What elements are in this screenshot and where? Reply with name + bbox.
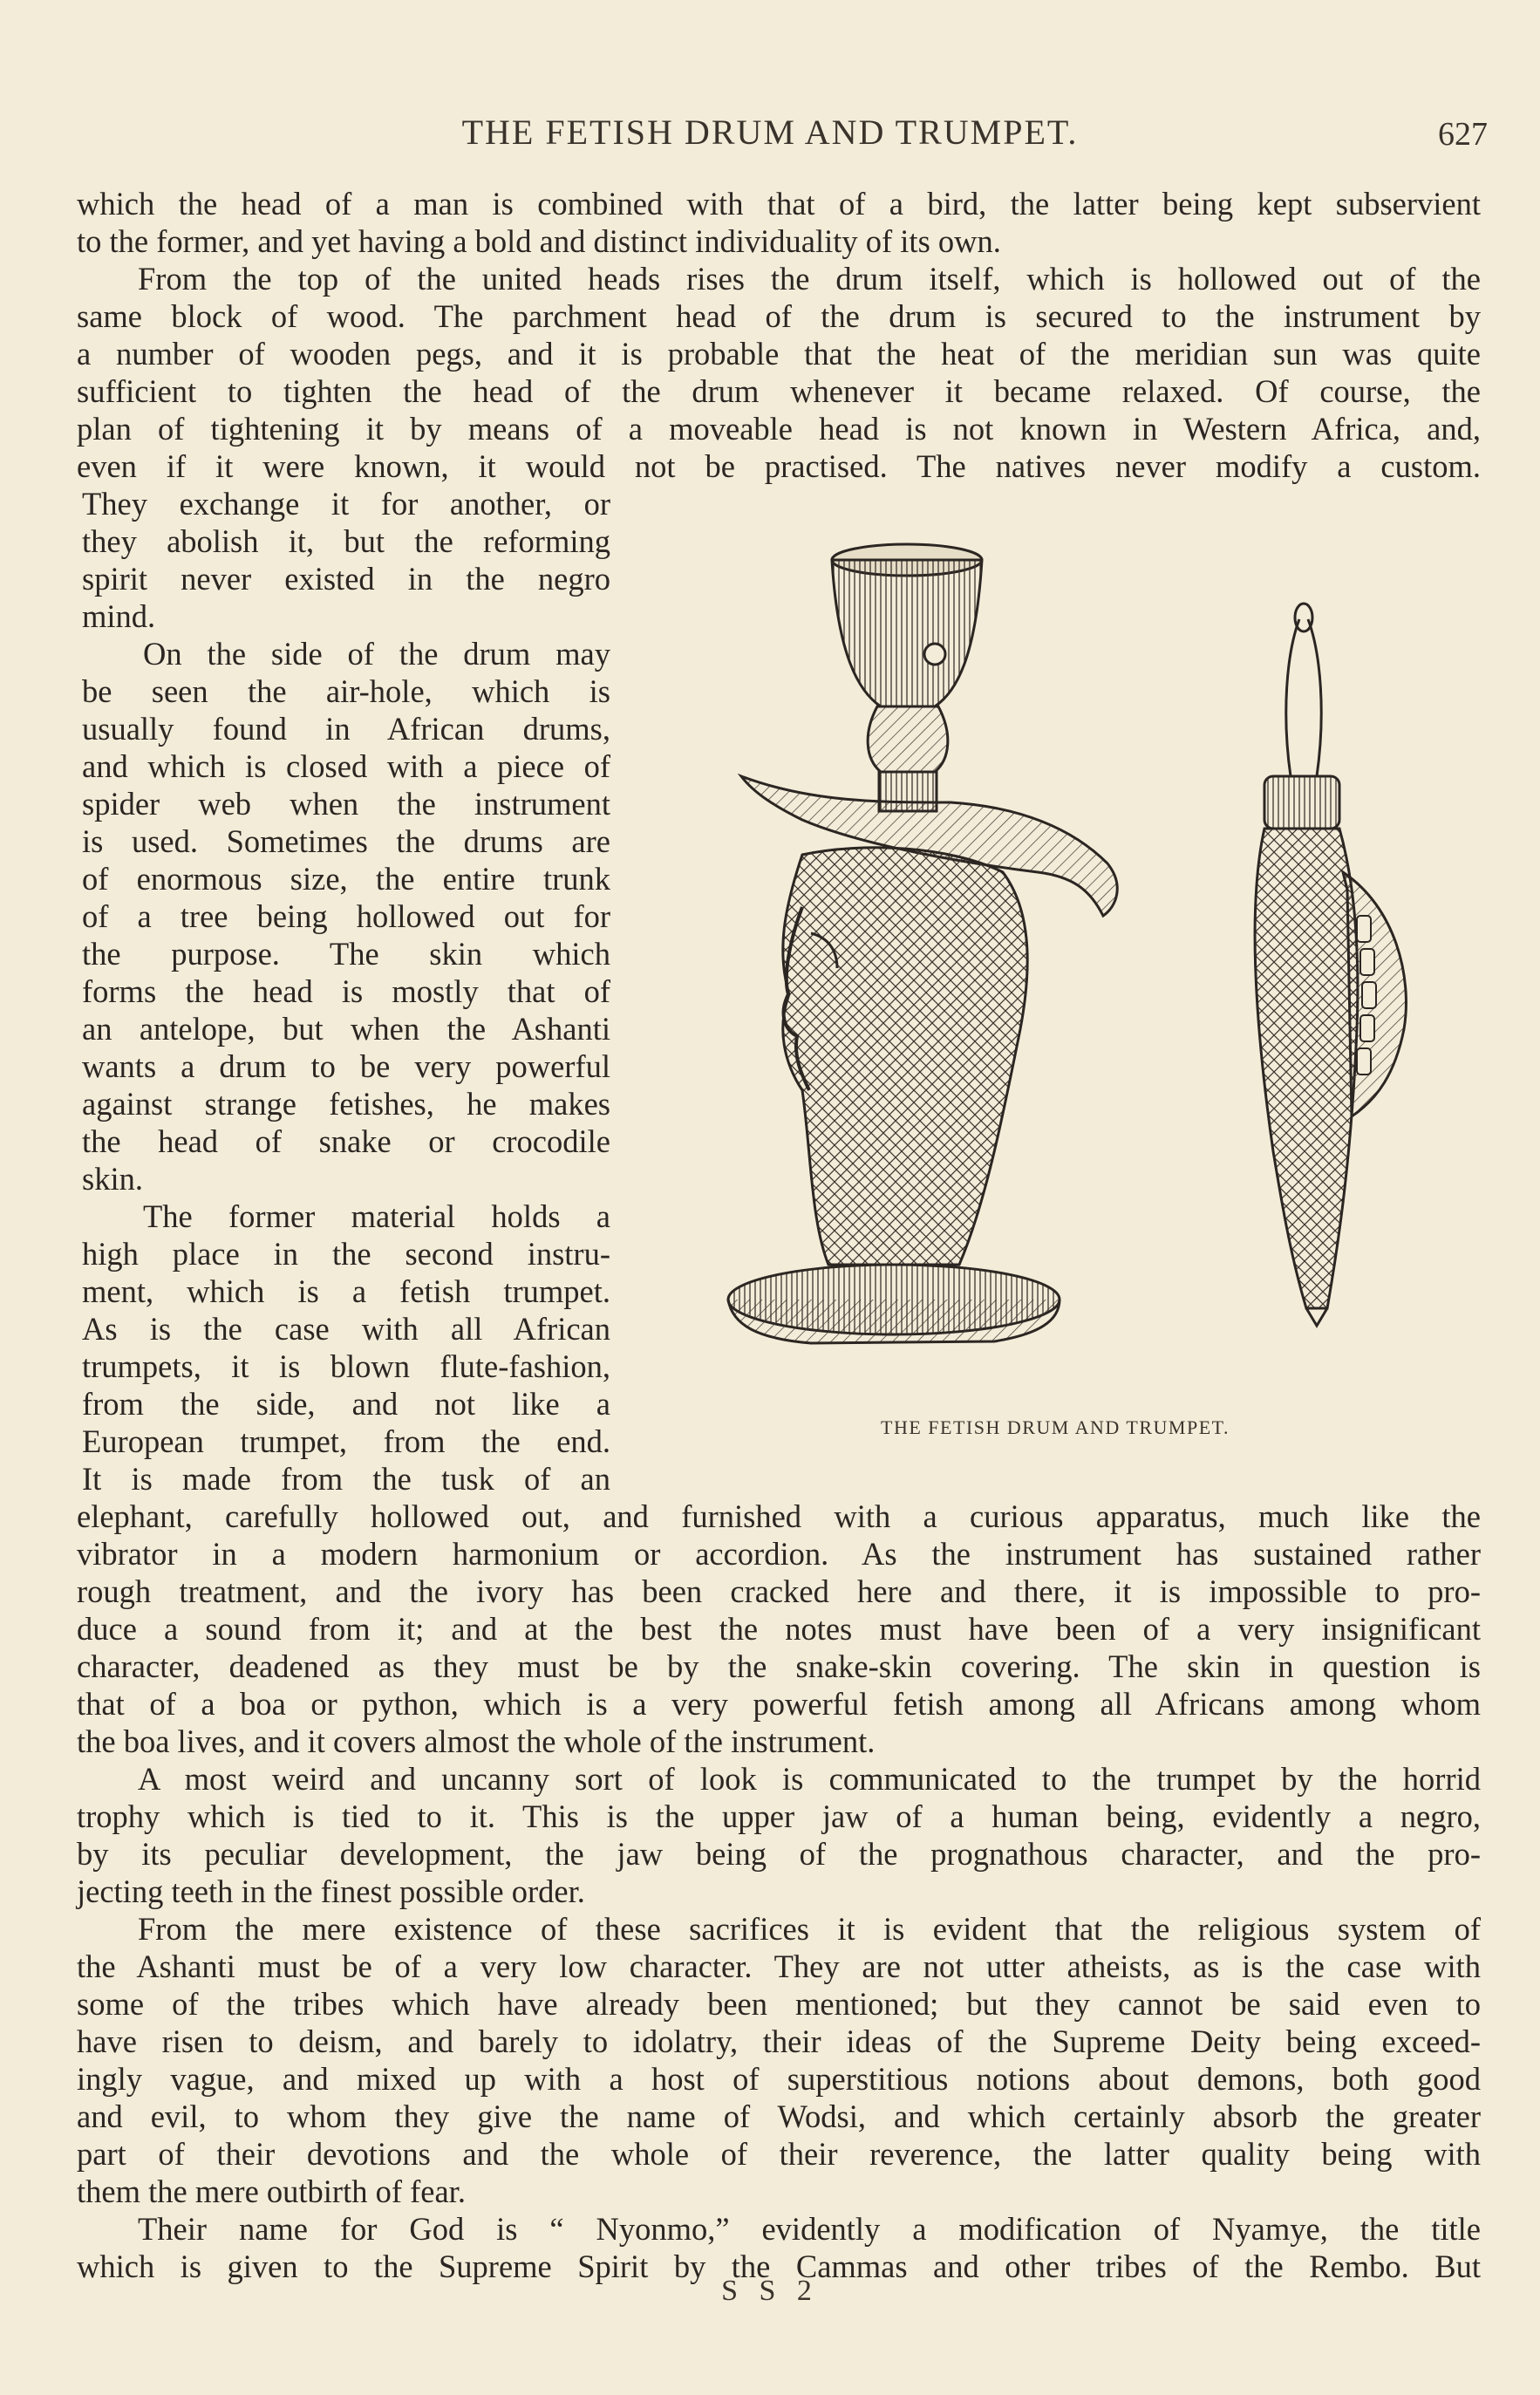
text-line: which is given to the Supreme Spirit by the Cammas and other tribes of the Rembo. But (77, 2248, 1481, 2284)
text-line: same block of wood. The parchment head of the drum is secured to the instrument by (77, 298, 1481, 334)
text-line: of a tree being hollowed out for (82, 898, 610, 934)
text-line: have risen to deism, and barely to idolatry, their ideas of the Supreme Deity being exceed- (77, 2023, 1481, 2059)
text-line: against strange fetishes, he makes (82, 1086, 610, 1122)
text-line: They exchange it for another, or (82, 486, 610, 522)
text-line: trumpets, it is blown flute-fashion, (82, 1348, 610, 1384)
text-line: by its peculiar development, the jaw being of the prognathous character, and the pro- (77, 1836, 1481, 1872)
text-line: It is made from the tusk of an (82, 1461, 610, 1497)
text-line: rough treatment, and the ivory has been cracked here and there, it is impossible to pro- (77, 1573, 1481, 1609)
figure-drum-and-trumpet (706, 541, 1491, 1395)
text-line: an antelope, but when the Ashanti (82, 1011, 610, 1047)
text-line: they abolish it, but the reforming (82, 523, 610, 559)
text-line: A most weird and uncanny sort of look is communicated to the trumpet by the horrid (138, 1761, 1481, 1797)
text-line: jecting teeth in the finest possible order. (77, 1873, 585, 1909)
text-line: and evil, to whom they give the name of Wodsi, and which certainly absorb the greater (77, 2098, 1481, 2134)
text-line: a number of wooden pegs, and it is probable that the heat of the meridian sun was quite (77, 336, 1481, 372)
text-line: On the side of the drum may (143, 636, 610, 672)
text-line: elephant, carefully hollowed out, and furnished with a curious apparatus, much like the (77, 1498, 1481, 1534)
signature-mark: S S 2 (721, 2275, 819, 2307)
page-number: 627 (1438, 116, 1488, 153)
text-line: which the head of a man is combined with that of a bird, the latter being kept subservient (77, 186, 1481, 222)
text-line: of enormous size, the entire trunk (82, 861, 610, 897)
text-line: the Ashanti must be of a very low character. They are not utter atheists, as is the case with (77, 1948, 1481, 1984)
text-line: spider web when the instrument (82, 786, 610, 822)
text-line: part of their devotions and the whole of their reverence, the latter quality being with (77, 2136, 1481, 2172)
engraving-illustration (706, 541, 1491, 1395)
text-line: is used. Sometimes the drums are (82, 823, 610, 859)
text-line: high place in the second instru- (82, 1236, 610, 1272)
text-line: even if it were known, it would not be practised. The natives never modify a custom. (77, 448, 1481, 484)
text-line: them the mere outbirth of fear. (77, 2173, 466, 2209)
text-line: European trumpet, from the end. (82, 1423, 610, 1459)
text-line: duce a sound from it; and at the best the notes must have been of a very insignificant (77, 1611, 1481, 1647)
text-line: From the top of the united heads rises the drum itself, which is hollowed out of the (138, 261, 1481, 297)
text-line: sufficient to tighten the head of the drum whenever it became relaxed. Of course, the (77, 373, 1481, 409)
text-line: be seen the air-hole, which is (82, 673, 610, 709)
text-line: From the mere existence of these sacrifices it is evident that the religious system of (138, 1911, 1481, 1947)
text-line: As is the case with all African (82, 1311, 610, 1347)
text-line: the boa lives, and it covers almost the whole of the instrument. (77, 1723, 876, 1759)
text-line: usually found in African drums, (82, 711, 610, 747)
text-line: from the side, and not like a (82, 1386, 610, 1422)
text-line: mind. (82, 598, 156, 634)
text-line: forms the head is mostly that of (82, 973, 610, 1009)
text-line: vibrator in a modern harmonium or accordion. As the instrument has sustained rather (77, 1536, 1481, 1572)
text-line: plan of tightening it by means of a moveable head is not known in Western Africa, and, (77, 411, 1481, 447)
text-line: character, deadened as they must be by the snake-skin covering. The skin in question is (77, 1648, 1481, 1684)
text-line: ment, which is a fetish trumpet. (82, 1273, 610, 1309)
running-header: THE FETISH DRUM AND TRUMPET. (461, 113, 1079, 152)
text-line: to the former, and yet having a bold and distinct individuality of its own. (77, 223, 1001, 259)
text-line: spirit never existed in the negro (82, 561, 610, 597)
text-line: wants a drum to be very powerful (82, 1048, 610, 1084)
text-line: the head of snake or crocodile (82, 1123, 610, 1159)
text-line: the purpose. The skin which (82, 936, 610, 972)
text-line: some of the tribes which have already been mentioned; but they cannot be said even to (77, 1986, 1481, 2022)
text-line: and which is closed with a piece of (82, 748, 610, 784)
text-line: The former material holds a (143, 1198, 610, 1234)
text-line: skin. (82, 1161, 143, 1197)
figure-caption: THE FETISH DRUM AND TRUMPET. (881, 1416, 1230, 1438)
text-line: Their name for God is “ Nyonmo,” evidently a modification of Nyamye, the title (138, 2211, 1481, 2247)
text-line: that of a boa or python, which is a very powerful fetish among all Africans among whom (77, 1686, 1481, 1722)
fetish-trumpet (1255, 604, 1406, 1326)
text-line: ingly vague, and mixed up with a host of superstitious notions about demons, both good (77, 2061, 1481, 2097)
text-line: trophy which is tied to it. This is the upper jaw of a human being, evidently a negro, (77, 1798, 1481, 1834)
fetish-drum (728, 544, 1117, 1343)
